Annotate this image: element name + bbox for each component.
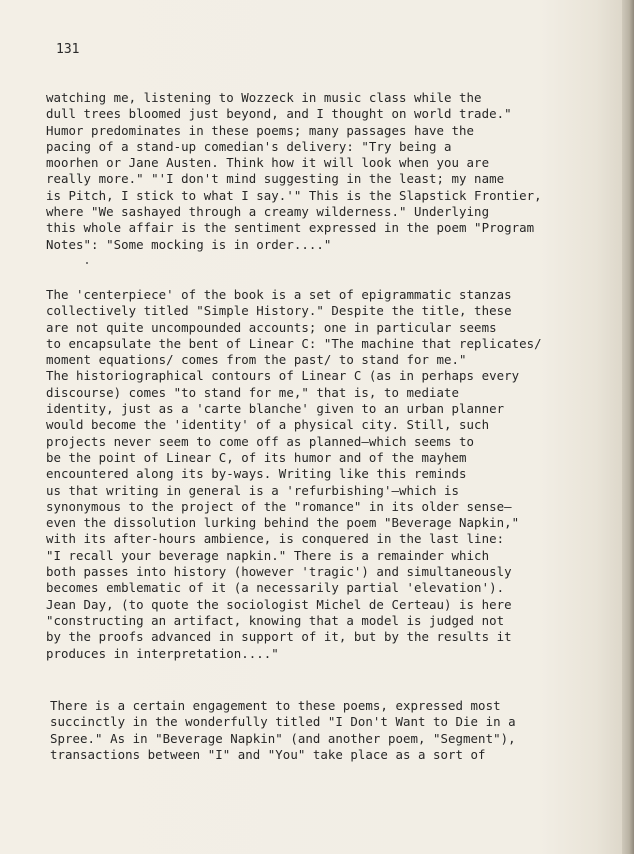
text-line: succinctly in the wonderfully titled "I Don't Want to Die in a — [50, 714, 516, 730]
paragraph-2 — [46, 287, 542, 662]
text-line: Humor predominates in these poems; many passages have the — [46, 122, 475, 138]
text-line: is Pitch, I stick to what I say.'" This is the Slapstick Frontier, — [46, 187, 542, 203]
text-line: produces in interpretation...." — [46, 645, 279, 661]
text-line: pacing of a stand-up comedian's delivery: "Try being a — [46, 138, 452, 154]
text-line: Spree." As in "Beverage Napkin" (and another poem, "Segment"), — [50, 730, 516, 746]
text-line: "constructing an artifact, knowing that a model is judged not — [46, 612, 505, 628]
paragraph-3 — [50, 698, 516, 763]
text-line: The historiographical contours of Linear C (as in perhaps every — [46, 368, 520, 384]
text-line: with its after-hours ambience, is conquered in the last line: — [46, 531, 505, 547]
text-line: The 'centerpiece' of the book is a set of epigrammatic stanzas — [46, 287, 512, 302]
text-line: really more." "'I don't mind suggesting in the least; my name — [46, 171, 505, 187]
text-line: There is a certain engagement to these poems, expressed most — [50, 698, 501, 713]
text-line: transactions between "I" and "You" take place as a sort of — [50, 746, 486, 762]
text-line: collectively titled "Simple History." Despite the title, these — [46, 303, 512, 319]
text-line: moorhen or Jane Austen. Think how it will look when you are — [46, 155, 490, 171]
text-line: are not quite uncompounded accounts; one in particular seems — [46, 319, 497, 335]
text-line: both passes into history (however 'tragic') and simultaneously — [46, 564, 512, 580]
ink-speck — [86, 262, 88, 264]
text-line: encountered along its by-ways. Writing like this reminds — [46, 466, 467, 482]
text-line: identity, just as a 'carte blanche' given to an urban planner — [46, 401, 505, 417]
text-line: even the dissolution lurking behind the poem "Beverage Napkin," — [46, 515, 520, 531]
text-line: where "We sashayed through a creamy wilderness." Underlying — [46, 204, 490, 220]
text-line: projects never seem to come off as planned—which seems to — [46, 433, 475, 449]
text-line: would become the 'identity' of a physical city. Still, such — [46, 417, 490, 433]
text-line: by the proofs advanced in support of it, but by the results it — [46, 629, 512, 645]
text-line: to encapsulate the bent of Linear C: "The machine that replicates/ — [46, 335, 542, 351]
text-line: us that writing in general is a 'refurbishing'—which is — [46, 482, 460, 498]
text-line: becomes emblematic of it (a necessarily partial 'elevation'). — [46, 580, 505, 596]
text-line: synonymous to the project of the "romance" in its older sense— — [46, 498, 512, 514]
text-line: this whole affair is the sentiment expressed in the poem "Program — [46, 220, 535, 236]
text-line: watching me, listening to Wozzeck in music class while the — [46, 90, 482, 105]
paragraph-1 — [46, 90, 542, 253]
page-binding-edge — [622, 0, 634, 854]
text-line: discourse) comes "to stand for me," that is, to mediate — [46, 384, 460, 400]
text-line: Notes": "Some mocking is in order...." — [46, 236, 332, 252]
text-line: "I recall your beverage napkin." There is a remainder which — [46, 547, 490, 563]
text-line: dull trees bloomed just beyond, and I thought on world trade." — [46, 106, 512, 122]
text-line: moment equations/ comes from the past/ to stand for me." — [46, 352, 467, 368]
text-line: be the point of Linear C, of its humor and of the mayhem — [46, 449, 467, 465]
text-line: Jean Day, (to quote the sociologist Michel de Certeau) is here — [46, 596, 512, 612]
page-number: 131 — [56, 42, 80, 57]
